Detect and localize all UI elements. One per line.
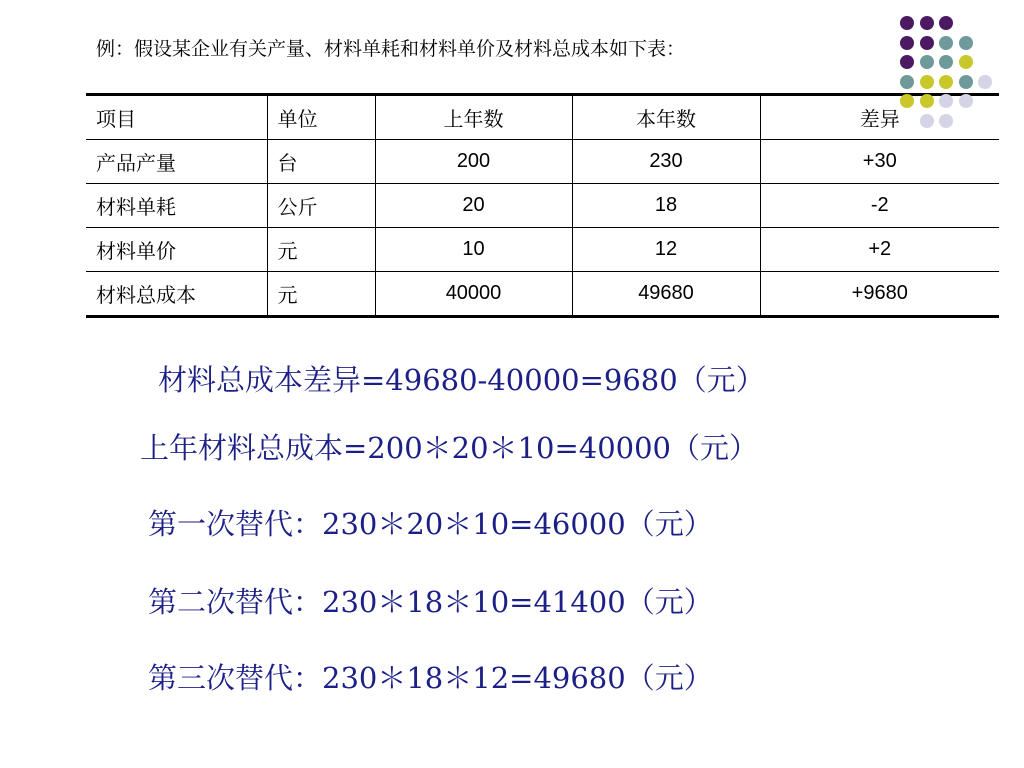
table-row [86,140,999,184]
total-cost-difference-formula: 材料总成本差异=49680-40000=9680（元） [158,363,765,397]
decorative-dot [939,16,953,30]
decorative-dot [939,36,953,50]
decorative-dot [920,75,934,89]
last-year-total-cost-formula: 上年材料总成本=200＊20＊10=40000（元） [140,431,759,465]
cell-item: 材料总成本 [86,272,267,317]
cell-difference: +30 [760,140,999,184]
decorative-dot [939,75,953,89]
cell-unit: 公斤 [267,184,375,228]
header-item: 项目 [86,95,267,140]
cell-unit: 元 [267,272,375,317]
intro-text: 例：假设某企业有关产量、材料单耗和材料单价及材料总成本如下表： [96,38,686,60]
cell-last-year: 40000 [375,272,572,317]
table-row [86,228,999,272]
cell-last-year: 200 [375,140,572,184]
decorative-dot [939,55,953,69]
third-substitution-formula: 第三次替代：230＊18＊12=49680（元） [148,661,713,695]
decorative-dot [959,75,973,89]
header-difference: 差异 [760,95,999,140]
cost-table [86,93,999,318]
cell-difference: -2 [760,184,999,228]
decorative-dot [978,75,992,89]
first-substitution-formula: 第一次替代：230＊20＊10=46000（元） [148,507,713,541]
table-header-row [86,95,999,140]
cell-last-year: 10 [375,228,572,272]
cell-this-year: 49680 [572,272,760,317]
cell-last-year: 20 [375,184,572,228]
cell-unit: 元 [267,228,375,272]
decorative-dot [959,36,973,50]
header-this-year: 本年数 [572,95,760,140]
table-row [86,272,999,317]
decorative-dot [900,36,914,50]
cell-item: 产品产量 [86,140,267,184]
cell-item: 材料单价 [86,228,267,272]
cell-difference: +2 [760,228,999,272]
header-last-year: 上年数 [375,95,572,140]
decorative-dot [920,36,934,50]
decorative-dot [920,55,934,69]
cell-item: 材料单耗 [86,184,267,228]
decorative-dot [900,55,914,69]
header-unit: 单位 [267,95,375,140]
cell-this-year: 12 [572,228,760,272]
decorative-dot [900,75,914,89]
decorative-dot [959,55,973,69]
cell-this-year: 230 [572,140,760,184]
cell-difference: +9680 [760,272,999,317]
table-row [86,184,999,228]
second-substitution-formula: 第二次替代：230＊18＊10=41400（元） [148,585,713,619]
cell-this-year: 18 [572,184,760,228]
decorative-dot [900,16,914,30]
decorative-dot [920,16,934,30]
cell-unit: 台 [267,140,375,184]
